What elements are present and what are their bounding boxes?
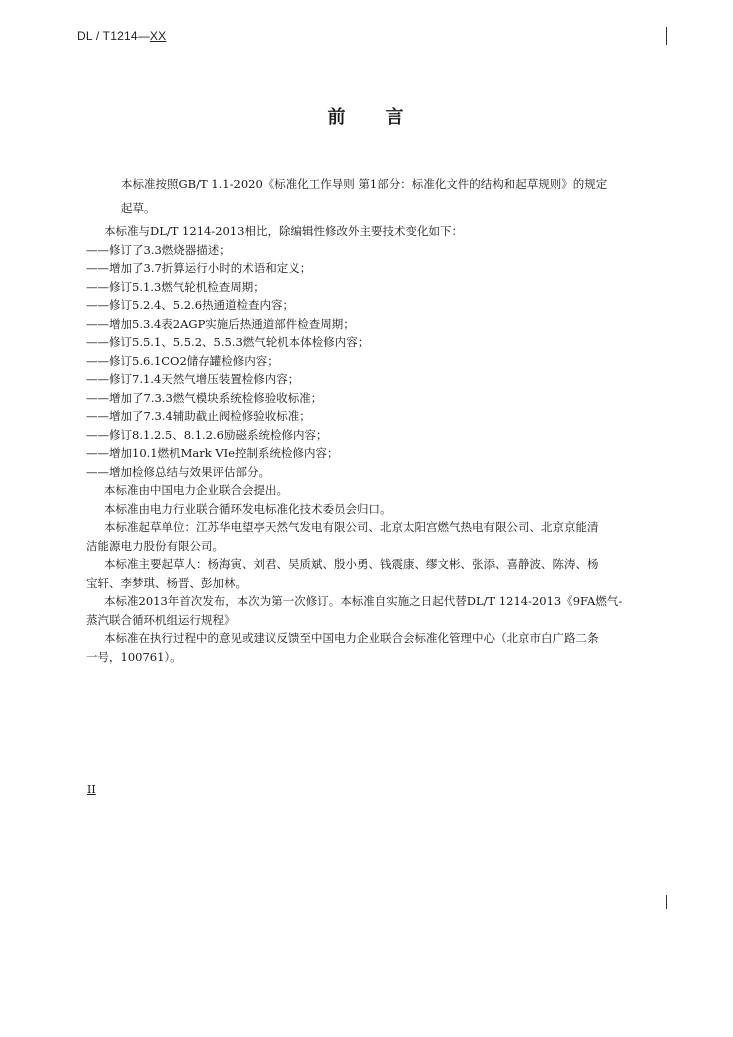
changes-lead: 本标准与DL/T 1214-2013相比，除编辑性修改外主要技术变化如下： [104, 224, 463, 238]
change-item: ——增加了7.3.4辅助截止阀检修验收标准； [86, 409, 311, 423]
standard-code [77, 29, 166, 43]
change-item: ——修订5.1.3燃气轮机检查周期； [86, 279, 265, 294]
feedback-line-2: 一号，100761）。 [86, 649, 182, 664]
page-title-part1: 前 [327, 107, 348, 128]
change-item: ——增加5.3.4表2AGP实施后热通道部件检查周期； [86, 316, 355, 331]
feedback-line-1: 本标准在执行过程中的意见或建议反馈至中国电力企业联合会标准化管理中心（北京市白广路二条 [104, 631, 599, 645]
standard-code-prefix: DL / T [77, 29, 111, 43]
change-item: ——增加10.1燃机Mark VIe控制系统检修内容； [86, 446, 339, 460]
page-number: II [87, 783, 96, 796]
intro-paragraph [121, 172, 661, 220]
change-item: ——修订5.6.1CO2储存罐检修内容； [86, 353, 279, 368]
managed-by: 本标准由电力行业联合循环发电标准化技术委员会归口。 [104, 501, 392, 516]
change-item: ——修订了3.3燃烧器描述； [86, 242, 231, 257]
margin-mark-bottom [666, 895, 667, 909]
main-body [86, 222, 666, 666]
drafters-line-1: 本标准主要起草人：杨海寅、刘君、吴质斌、殷小勇、钱震康、缪文彬、张添、喜静波、陈涛、杨 [104, 557, 599, 571]
history-line-1: 本标准2013年首次发布，本次为第一次修订。本标准自实施之日起代替DL/T 1214-2013《9FA燃气- [104, 594, 623, 608]
page-title-part2: 言 [385, 107, 406, 128]
standard-code-number: 1214 [110, 29, 138, 43]
change-item: ——增加了7.3.3燃气模块系统检修验收标准； [86, 390, 323, 405]
change-item: ——修订5.5.1、5.5.2、5.5.3燃气轮机本体检修内容； [86, 335, 370, 349]
intro-line-2: 起草。 [121, 201, 156, 215]
change-item: ——增加了3.7折算运行小时的术语和定义； [86, 261, 312, 275]
drafters-line-2: 宝轩、李梦琪、杨晋、彭加林。 [86, 575, 247, 590]
intro-line-1: 本标准按照GB/T 1.1-2020《标准化工作导则 第1部分：标准化文件的结构和起草规则》的规定 [121, 177, 608, 191]
margin-mark-top [666, 27, 667, 45]
drafting-units-line-1: 本标准起草单位：江苏华电望亭天然气发电有限公司、北京太阳宫燃气热电有限公司、北京京能清 [104, 520, 599, 534]
code-dash: — [137, 29, 150, 43]
change-item: ——修订7.1.4天然气增压装置检修内容； [86, 372, 300, 386]
drafting-units-line-2: 洁能源电力股份有限公司。 [86, 538, 224, 553]
proposed-by: 本标准由中国电力企业联合会提出。 [104, 483, 288, 497]
change-item: ——修订5.2.4、5.2.6热通道检查内容； [86, 298, 295, 312]
change-item: ——增加检修总结与效果评估部分。 [86, 464, 270, 479]
history-line-2: 蒸汽联合循环机组运行规程》 [86, 612, 236, 627]
page-title [0, 103, 733, 129]
change-item: ——修订8.1.2.5、8.1.2.6励磁系统检修内容； [86, 427, 328, 442]
standard-code-suffix: XX [149, 29, 167, 43]
